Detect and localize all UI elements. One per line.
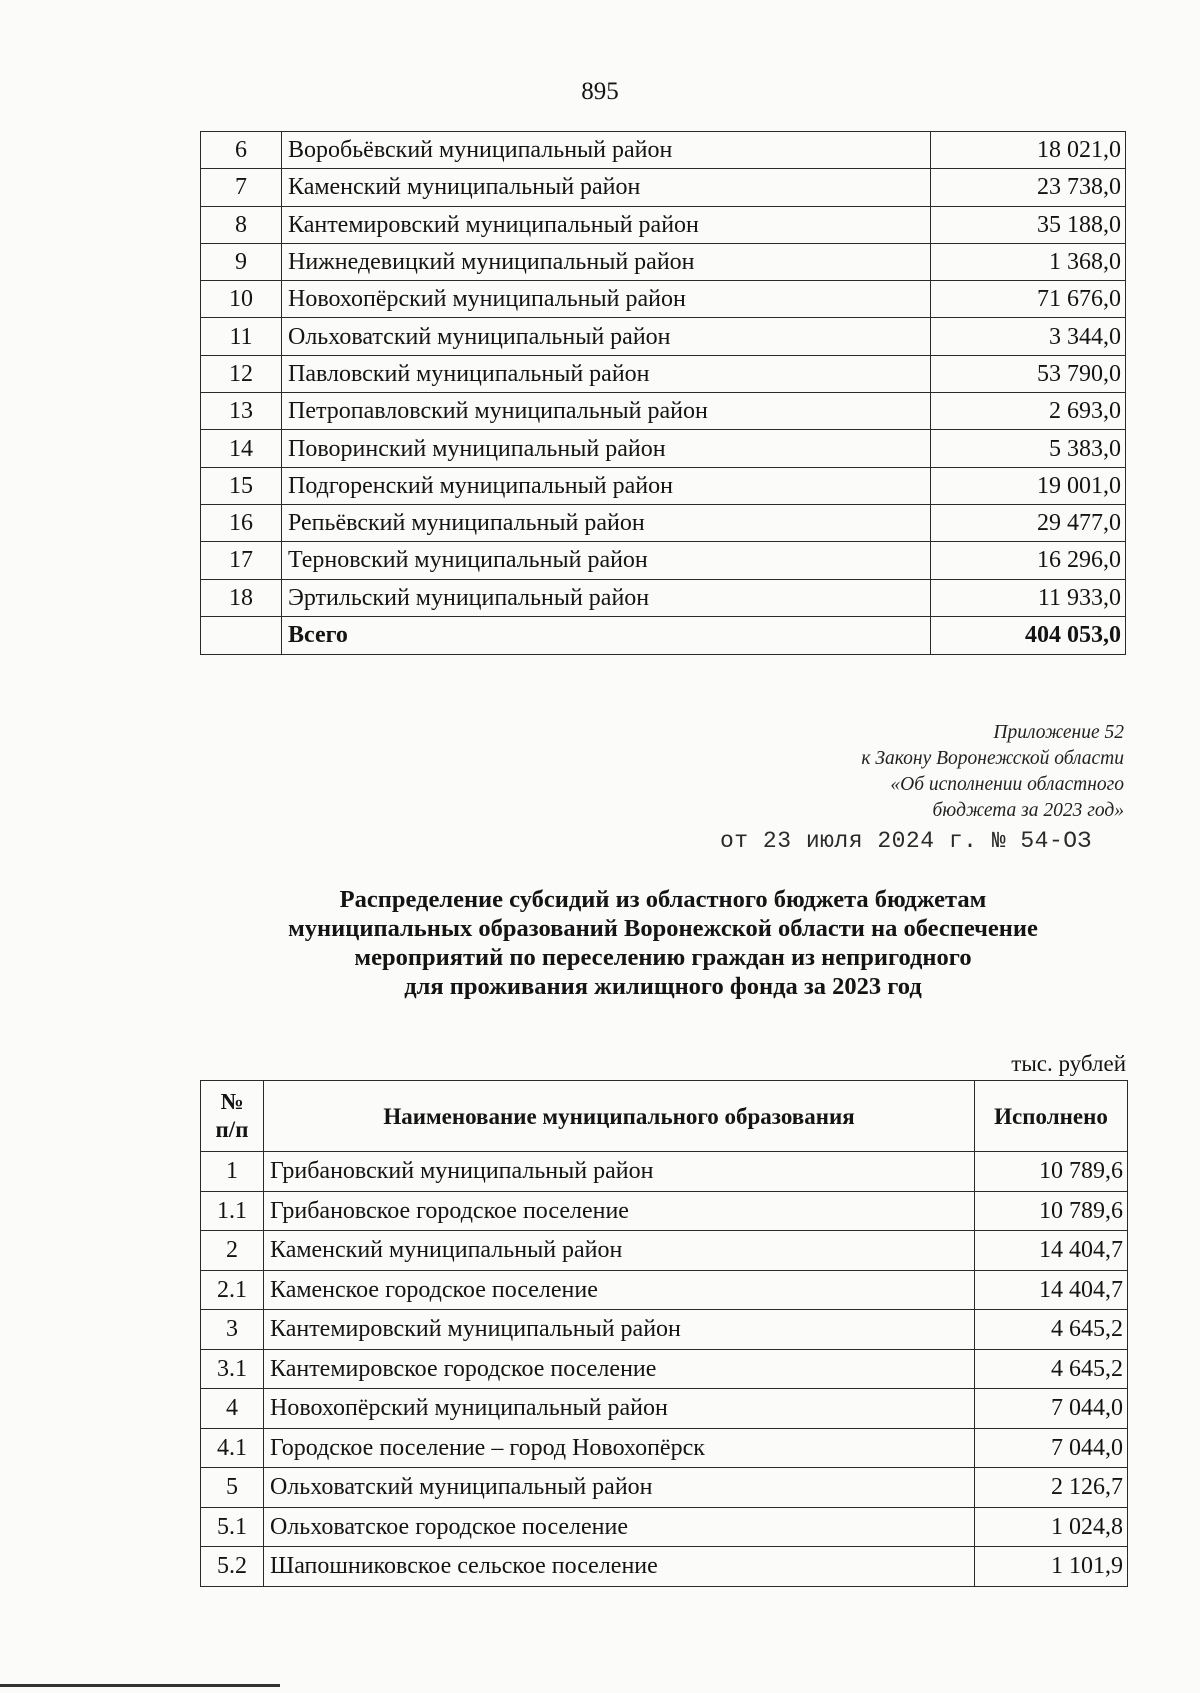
title-line-2: муниципальных образований Воронежской области на обеспечение [288, 915, 1038, 942]
row-number: 8 [201, 206, 282, 243]
table-row [201, 1547, 1128, 1587]
row-name: Поворинский муниципальный район [282, 430, 931, 467]
total-label: Всего [282, 616, 931, 654]
row-value: 14 404,7 [975, 1270, 1128, 1310]
row-number: 5.2 [201, 1547, 264, 1587]
table-row [201, 504, 1126, 541]
row-name: Новохопёрский муниципальный район [264, 1389, 975, 1429]
row-name: Каменский муниципальный район [282, 169, 931, 206]
row-value: 10 789,6 [975, 1191, 1128, 1231]
table-row [201, 355, 1126, 392]
table-row [201, 467, 1126, 504]
row-value: 1 024,8 [975, 1507, 1128, 1547]
row-number: 9 [201, 243, 282, 280]
table-row [201, 1152, 1128, 1192]
row-name: Шапошниковское сельское поселение [264, 1547, 975, 1587]
row-number: 4.1 [201, 1428, 264, 1468]
row-name: Терновский муниципальный район [282, 542, 931, 579]
row-value: 35 188,0 [931, 206, 1126, 243]
row-value: 4 645,2 [975, 1310, 1128, 1350]
row-value: 3 344,0 [931, 318, 1126, 355]
header-number-abbr: п/п [215, 1117, 249, 1142]
row-value: 1 101,9 [975, 1547, 1128, 1587]
row-number: 5.1 [201, 1507, 264, 1547]
title-line-3: мероприятий по переселению граждан из непригодного [354, 944, 972, 971]
row-number: 7 [201, 169, 282, 206]
table-row [201, 579, 1126, 616]
table-row [201, 132, 1126, 169]
header-number [201, 1081, 264, 1152]
table-row [201, 1428, 1128, 1468]
row-name: Репьёвский муниципальный район [282, 504, 931, 541]
districts-subsidy-table-body [201, 132, 1126, 655]
table-row [201, 169, 1126, 206]
row-number: 14 [201, 430, 282, 467]
row-value: 7 044,0 [975, 1428, 1128, 1468]
row-name: Кантемировский муниципальный район [264, 1310, 975, 1350]
row-name: Грибановское городское поселение [264, 1191, 975, 1231]
districts-subsidy-table [200, 131, 1126, 655]
row-number: 2.1 [201, 1270, 264, 1310]
row-name: Петропавловский муниципальный район [282, 393, 931, 430]
row-number: 15 [201, 467, 282, 504]
row-name: Эртильский муниципальный район [282, 579, 931, 616]
table-row [201, 542, 1126, 579]
row-name: Грибановский муниципальный район [264, 1152, 975, 1192]
row-name: Городское поселение – город Новохопёрск [264, 1428, 975, 1468]
total-row [201, 616, 1126, 654]
row-name: Каменское городское поселение [264, 1270, 975, 1310]
row-number: 3.1 [201, 1349, 264, 1389]
table-row [201, 243, 1126, 280]
row-name: Новохопёрский муниципальный район [282, 281, 931, 318]
row-name: Кантемировский муниципальный район [282, 206, 931, 243]
row-value: 19 001,0 [931, 467, 1126, 504]
row-number: 18 [201, 579, 282, 616]
header-number-symbol: № [220, 1089, 244, 1114]
table-row [201, 206, 1126, 243]
row-value: 23 738,0 [931, 169, 1126, 206]
row-number: 10 [201, 281, 282, 318]
row-number: 4 [201, 1389, 264, 1429]
table-row [201, 1389, 1128, 1429]
appendix-header [704, 720, 1124, 824]
total-number [201, 616, 282, 654]
row-number: 12 [201, 355, 282, 392]
row-name: Ольховатский муниципальный район [264, 1468, 975, 1508]
row-name: Нижнедевицкий муниципальный район [282, 243, 931, 280]
row-value: 53 790,0 [931, 355, 1126, 392]
row-name: Подгоренский муниципальный район [282, 467, 931, 504]
row-value: 29 477,0 [931, 504, 1126, 541]
appendix-number: Приложение 52 [993, 722, 1124, 743]
table-row [201, 1310, 1128, 1350]
table-row [201, 1231, 1128, 1271]
row-number: 6 [201, 132, 282, 169]
table-row [201, 1507, 1128, 1547]
row-number: 11 [201, 318, 282, 355]
row-value: 7 044,0 [975, 1389, 1128, 1429]
row-value: 16 296,0 [931, 542, 1126, 579]
units-label: тыс. рублей [1011, 1051, 1126, 1076]
table-row [201, 1270, 1128, 1310]
header-executed: Исполнено [975, 1081, 1128, 1152]
table-row [201, 1468, 1128, 1508]
row-name: Кантемировское городское поселение [264, 1349, 975, 1389]
row-name: Павловский муниципальный район [282, 355, 931, 392]
row-number: 13 [201, 393, 282, 430]
row-value: 14 404,7 [975, 1231, 1128, 1271]
appendix-law-title-2: бюджета за 2023 год» [932, 800, 1124, 821]
row-number: 3 [201, 1310, 264, 1350]
row-value: 18 021,0 [931, 132, 1126, 169]
row-value: 11 933,0 [931, 579, 1126, 616]
row-number: 5 [201, 1468, 264, 1508]
resettlement-subsidy-table-body [201, 1152, 1128, 1587]
table-row [201, 281, 1126, 318]
row-value: 71 676,0 [931, 281, 1126, 318]
row-name: Каменский муниципальный район [264, 1231, 975, 1271]
table-row [201, 393, 1126, 430]
title-line-4: для проживания жилищного фонда за 2023 год [404, 973, 922, 1000]
row-value: 2 693,0 [931, 393, 1126, 430]
row-number: 2 [201, 1231, 264, 1271]
table-header-row [201, 1081, 1128, 1152]
page-number: 895 [581, 78, 619, 105]
row-name: Воробьёвский муниципальный район [282, 132, 931, 169]
row-value: 10 789,6 [975, 1152, 1128, 1192]
row-name: Ольховатское городское поселение [264, 1507, 975, 1547]
resettlement-subsidy-table [200, 1080, 1128, 1587]
title-line-1: Распределение субсидий из областного бюджета бюджетам [339, 886, 987, 913]
appendix-law-ref: к Закону Воронежской области [861, 748, 1124, 769]
row-value: 1 368,0 [931, 243, 1126, 280]
row-number: 1.1 [201, 1191, 264, 1231]
row-value: 4 645,2 [975, 1349, 1128, 1389]
decree-stamp: от 23 июля 2024 г. № 54-ОЗ [720, 828, 1092, 854]
table-row [201, 1191, 1128, 1231]
table-row [201, 1349, 1128, 1389]
total-value: 404 053,0 [931, 616, 1126, 654]
appendix-law-title-1: «Об исполнении областного [890, 774, 1124, 795]
row-number: 16 [201, 504, 282, 541]
row-value: 2 126,7 [975, 1468, 1128, 1508]
row-number: 17 [201, 542, 282, 579]
row-name: Ольховатский муниципальный район [282, 318, 931, 355]
table-row [201, 430, 1126, 467]
table-row [201, 318, 1126, 355]
document-title [200, 885, 1126, 1001]
header-name: Наименование муниципального образования [264, 1081, 975, 1152]
row-value: 5 383,0 [931, 430, 1126, 467]
row-number: 1 [201, 1152, 264, 1192]
footer-rule [0, 1684, 280, 1687]
